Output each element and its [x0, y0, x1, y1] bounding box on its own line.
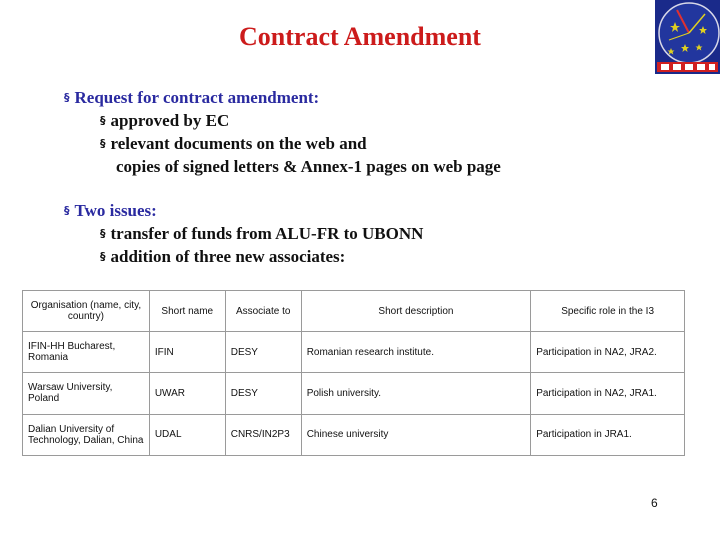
- bullet-issues: § Two issues:: [64, 201, 157, 220]
- cell-organisation: Dalian University of Technology, Dalian, China: [23, 414, 150, 455]
- page-number: 6: [651, 496, 658, 510]
- cell-associate-to: DESY: [225, 373, 301, 414]
- subbullet-continuation: copies of signed letters & Annex-1 pages on web page: [116, 157, 501, 176]
- cell-short-name: UDAL: [149, 414, 225, 455]
- header-short-description: Short description: [301, 291, 531, 332]
- table-row: [23, 332, 685, 373]
- bullet-marker: §: [64, 204, 70, 217]
- table-row: [23, 414, 685, 455]
- cell-specific-role: Participation in JRA1.: [531, 414, 685, 455]
- cell-organisation: IFIN-HH Bucharest, Romania: [23, 332, 150, 373]
- header-specific-role: Specific role in the I3: [531, 291, 685, 332]
- bullet-marker: §: [100, 137, 106, 150]
- bullet-list: [64, 86, 501, 268]
- cell-short-name: UWAR: [149, 373, 225, 414]
- subbullet-transfer: § transfer of funds from ALU-FR to UBONN: [100, 224, 424, 243]
- table-row: [23, 373, 685, 414]
- bullet-marker: §: [100, 227, 106, 240]
- bullet-marker: §: [64, 91, 70, 104]
- cell-specific-role: Participation in NA2, JRA2.: [531, 332, 685, 373]
- cell-short-description: Romanian research institute.: [301, 332, 531, 373]
- subbullet-addition: § addition of three new associates:: [100, 247, 346, 266]
- cell-specific-role: Participation in NA2, JRA1.: [531, 373, 685, 414]
- bullet-marker: §: [100, 250, 106, 263]
- slide-title: Contract Amendment: [239, 22, 481, 51]
- eudet-logo: [655, 0, 720, 74]
- bullet-request: § Request for contract amendment:: [64, 88, 320, 107]
- cell-associate-to: DESY: [225, 332, 301, 373]
- subbullet-documents: § relevant documents on the web and: [100, 134, 367, 153]
- cell-organisation: Warsaw University, Poland: [23, 373, 150, 414]
- cell-short-name: IFIN: [149, 332, 225, 373]
- subbullet-approved: § approved by EC: [100, 111, 230, 130]
- cell-associate-to: CNRS/IN2P3: [225, 414, 301, 455]
- table-header-row: [23, 291, 685, 332]
- cell-short-description: Chinese university: [301, 414, 531, 455]
- cell-short-description: Polish university.: [301, 373, 531, 414]
- bullet-marker: §: [100, 114, 106, 127]
- header-organisation: Organisation (name, city, country): [23, 291, 150, 332]
- header-associate-to: Associate to: [225, 291, 301, 332]
- associates-table: [22, 290, 685, 456]
- header-short-name: Short name: [149, 291, 225, 332]
